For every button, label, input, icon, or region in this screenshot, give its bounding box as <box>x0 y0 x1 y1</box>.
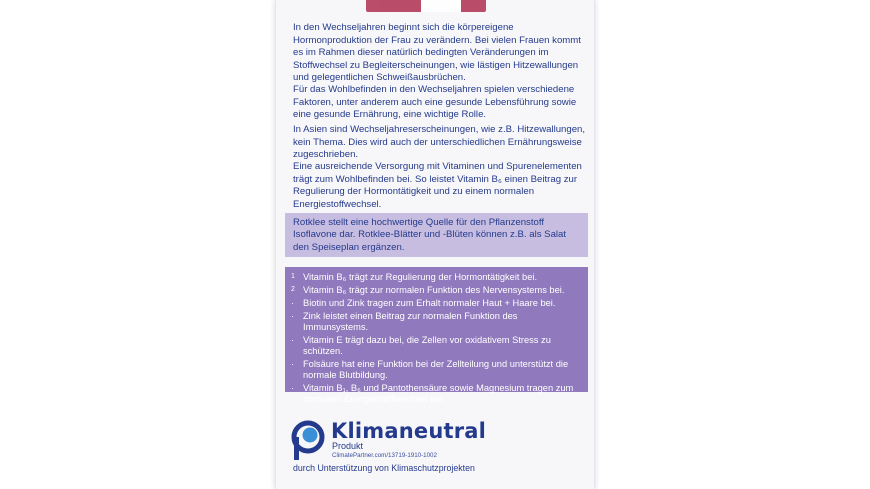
paragraph-asia: In Asien sind Wechseljahreserscheinungen, wie z.B. Hitzewallungen, kein Thema. Dies wird auch der unterschiedlichen Ernährungsweise zugeschrieben. <box>293 124 586 160</box>
paragraph-wellbeing: Für das Wohlbefinden in den Wechseljahren spielen verschiedene Faktoren, unter anderem auch eine gesunde Lebensführung sowie eine gesunde Ernährung, eine wichtige Rolle. <box>293 84 577 120</box>
label-url: ClimatePartner.com/13719-1910-1002 <box>332 452 437 459</box>
paragraph-menopause-intro: In den Wechseljahren beginnt sich die körpereigene Hormonproduktion der Frau zu verändern. Bei vielen Frauen kommt es im Rahmen dieser natürlich bedingten Veränderungen im Stoffwechsel zu Begleiterscheinungen, wie lästigen Hitzewallungen und gelegentlichen Schweißausbrüchen. <box>293 22 581 83</box>
footnote-marker: · <box>291 359 294 369</box>
label-title: Klimaneutral <box>331 419 487 443</box>
footnote-item <box>291 383 582 405</box>
product-package-back <box>275 0 595 489</box>
footnote-box <box>285 267 588 404</box>
footnote-text: Folsäure hat eine Funktion bei der Zellteilung und unterstützt die normale Blutbildung. <box>303 359 569 380</box>
paragraph-vitamins: Eine ausreichende Versorgung mit Vitaminen und Spurenelementen trägt zum Wohlbefinden bei. So leistet Vitamin B₆ einen Beitrag zur Regulierung der Hormontätigkeit und zu einem normalen Energiestoffwechsel. <box>293 161 582 210</box>
footnote-text: Zink leistet einen Beitrag zur normalen Funktion des Immunsystems. <box>303 311 518 332</box>
label-subtitle: Produkt <box>332 441 364 451</box>
climate-neutral-label <box>291 420 591 480</box>
footnote-marker: 2 <box>291 286 295 293</box>
footnote-marker: · <box>291 298 294 308</box>
footnote-marker: · <box>291 335 294 345</box>
package-top-strip <box>366 0 486 12</box>
footnote-text: Biotin und Zink tragen zum Erhalt normaler Haut + Haare bei. <box>303 298 556 308</box>
footnote-item <box>291 272 582 283</box>
climatepartner-logo-icon <box>291 420 327 462</box>
footnote-text: Vitamin E trägt dazu bei, die Zellen vor oxidativem Stress zu schützen. <box>303 335 551 356</box>
label-support-text: durch Unterstützung von Klimaschutzprojekten <box>293 463 475 473</box>
footnote-item <box>291 359 582 381</box>
footnote-text: Vitamin B₁, B₆ und Pantothensäure sowie Magnesium tragen zum normalen Energiestoffwechsel bei. <box>303 383 574 404</box>
footnote-item <box>291 298 582 309</box>
footnote-marker: · <box>291 311 294 321</box>
footnote-text: Vitamin B₆ trägt zur normalen Funktion des Nervensystems bei. <box>303 285 565 295</box>
footnote-marker: 1 <box>291 273 295 280</box>
footnote-item <box>291 285 582 296</box>
footnote-text: Vitamin B₆ trägt zur Regulierung der Hormontätigkeit bei. <box>303 272 538 282</box>
footnote-item <box>291 311 582 333</box>
footnote-marker: · <box>291 383 294 393</box>
red-clover-highlight: Rotklee stellt eine hochwertige Quelle für den Pflanzenstoff Isoflavone dar. Rotklee-Blätter und -Blüten können z.B. als Salat den Speiseplan ergänzen. <box>285 213 588 257</box>
footnote-item <box>291 335 582 357</box>
